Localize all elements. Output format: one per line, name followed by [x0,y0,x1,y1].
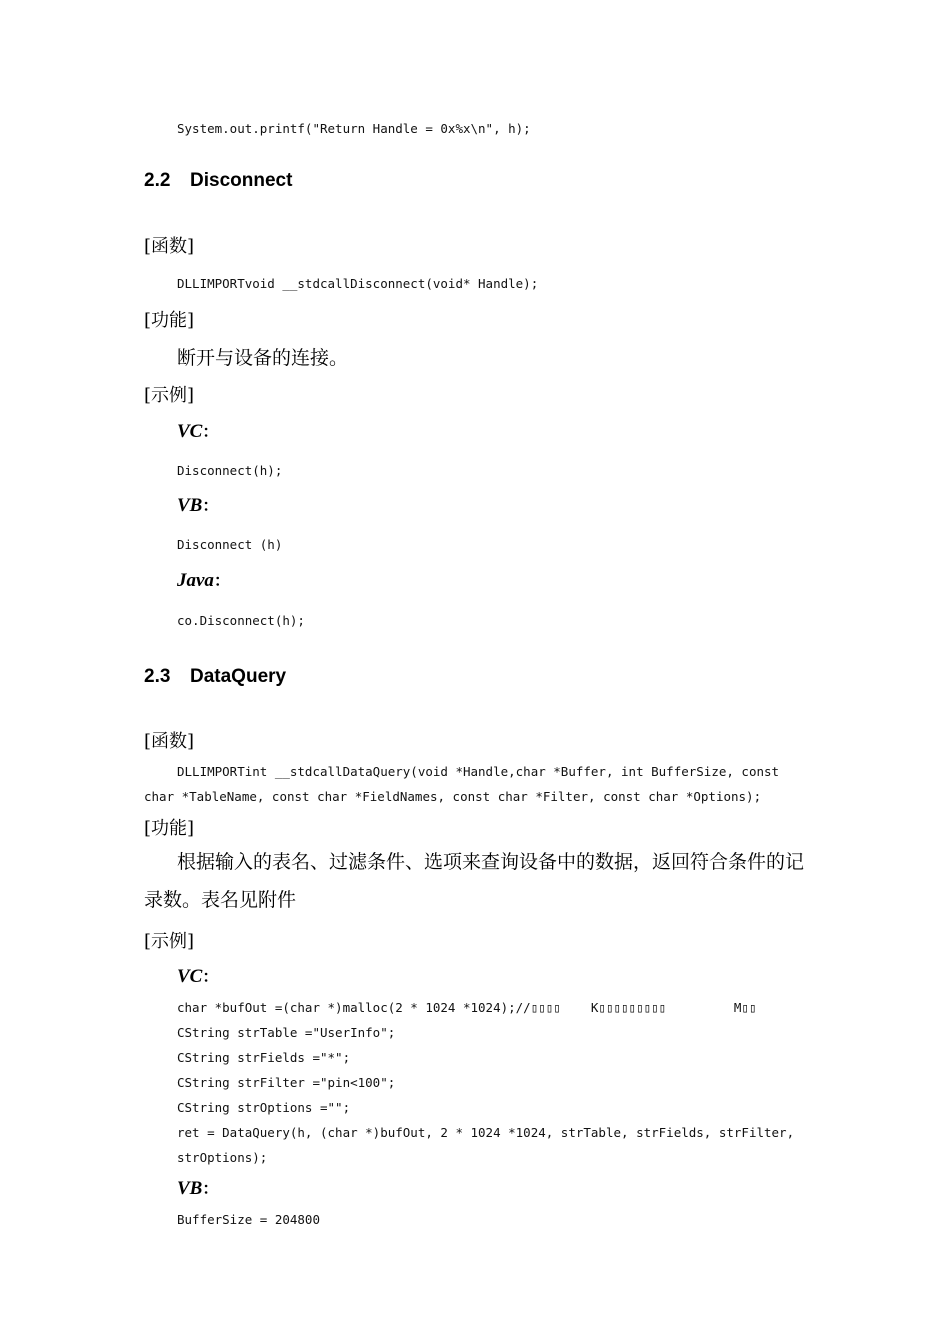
function-tag: [函数] [144,731,195,752]
vb-disconnect-code: Disconnect (h) [177,537,283,552]
vb-label-text: VB [177,1178,203,1199]
section-title: DataQuery [190,666,287,687]
vb-code-line: BufferSize = 204800 [177,1212,320,1227]
example-tag: [示例] [144,931,195,952]
vc-code-line: CString strOptions =""; [177,1100,351,1115]
code-printf-line: System.out.printf("Return Handle = 0x%x\n", h); [177,121,531,136]
vb-label [177,493,218,517]
java-label-text: Java [177,570,214,591]
vc-label-text: VC [177,966,203,987]
section-heading-disconnect [144,170,292,192]
vc-code-line: CString strFilter ="pin<100"; [177,1075,396,1090]
vb-label [177,1176,218,1200]
section-title: Disconnect [190,170,293,191]
vc-disconnect-code: Disconnect(h); [177,463,283,478]
vc-label-text: VC [177,421,203,442]
section-number: 2.2 [144,170,171,191]
label-colon: ： [202,967,219,986]
disconnect-description: 断开与设备的连接。 [177,347,349,369]
vc-code-line: ret = DataQuery(h, (char *)bufOut, 2 * 1024 *1024, strTable, strFields, strFilter, [177,1125,795,1140]
vc-label [177,419,218,443]
disconnect-signature: DLLIMPORTvoid __stdcallDisconnect(void* Handle); [177,276,539,291]
vc-code-line: CString strTable ="UserInfo"; [177,1025,396,1040]
dataquery-description: 根据输入的表名、过滤条件、选项来查询设备中的数据，返回符合条件的记录数。表名见附件 [144,851,805,911]
feature-tag: [功能] [144,818,195,839]
example-tag: [示例] [144,385,195,406]
vc-code-line: CString strFields ="*"; [177,1050,351,1065]
vb-label-text: VB [177,495,203,516]
java-disconnect-code: co.Disconnect(h); [177,613,305,628]
label-colon: ： [202,422,219,441]
section-heading-dataquery [144,666,286,688]
feature-tag: [功能] [144,310,195,331]
vc-code-line: char *bufOut =(char *)malloc(2 * 1024 *1024);//▯▯▯▯ K▯▯▯▯▯▯▯▯▯ M▯▯ [177,1000,757,1015]
vc-code-line: strOptions); [177,1150,268,1165]
label-colon: ： [202,496,219,515]
section-number: 2.3 [144,666,171,687]
function-tag: [函数] [144,236,195,257]
label-colon: ： [202,1179,219,1198]
dataquery-signature: DLLIMPORTint __stdcallDataQuery(void *Handle,char *Buffer, int BufferSize, const char *TableName, const char *FieldNames, const char *Filter, const char *Options); [144,764,780,804]
label-colon: ： [213,571,230,590]
java-label [177,568,230,592]
vc-label [177,964,218,988]
